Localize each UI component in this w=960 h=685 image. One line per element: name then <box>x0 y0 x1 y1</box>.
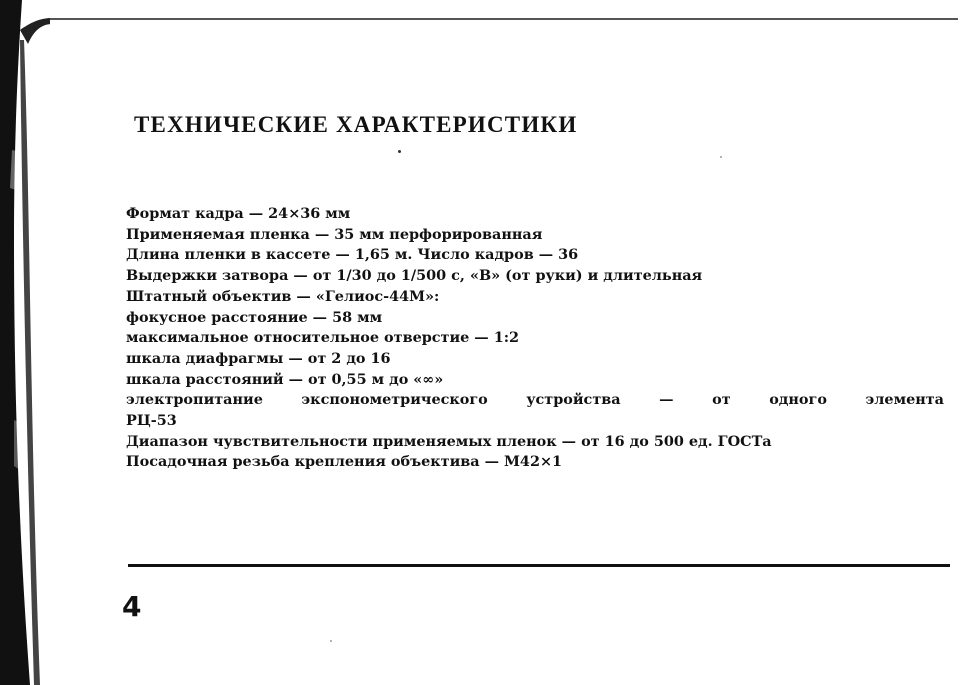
spec-shutter-speeds: Выдержки затвора — от 1/30 до 1/500 с, «В» (от руки) и длительная <box>126 267 703 285</box>
spec-max-aperture: максимальное относительное отверстие — 1:2 <box>126 329 520 347</box>
spec-aperture-scale: шкала диафрагмы — от 2 до 16 <box>126 349 391 367</box>
spec-power-supply: электропитание экспонометрического устройства — от одного элемента <box>126 391 944 409</box>
page-number: 4 <box>122 590 142 623</box>
footer-divider <box>128 564 950 567</box>
page-top-edge <box>48 18 958 20</box>
scan-speck <box>720 156 722 158</box>
spec-film-length: Длина пленки в кассете — 1,65 м. Число кадров — 36 <box>126 246 579 264</box>
scan-speck <box>398 150 401 153</box>
spec-power-supply-cont: РЦ-53 <box>126 412 177 430</box>
spec-film-sensitivity: Диапазон чувствительности применяемых пленок — от 16 до 500 ед. ГОСТа <box>126 432 772 450</box>
spec-distance-scale: шкала расстояний — от 0,55 м до «∞» <box>126 370 444 388</box>
spec-film-type: Применяемая пленка — 35 мм перфорированная <box>126 225 543 243</box>
page-title: ТЕХНИЧЕСКИЕ ХАРАКТЕРИСТИКИ <box>134 112 578 137</box>
spec-focal-length: фокусное расстояние — 58 мм <box>126 308 383 326</box>
book-binding-edge <box>0 0 50 685</box>
scan-speck <box>330 640 332 642</box>
spec-lens-mount: Посадочная резьба крепления объектива — М42×1 <box>126 453 563 471</box>
spec-frame-format: Формат кадра — 24×36 мм <box>126 205 351 222</box>
specifications-list <box>126 204 944 473</box>
spec-standard-lens: Штатный объектив — «Гелиос-44М»: <box>126 287 440 305</box>
